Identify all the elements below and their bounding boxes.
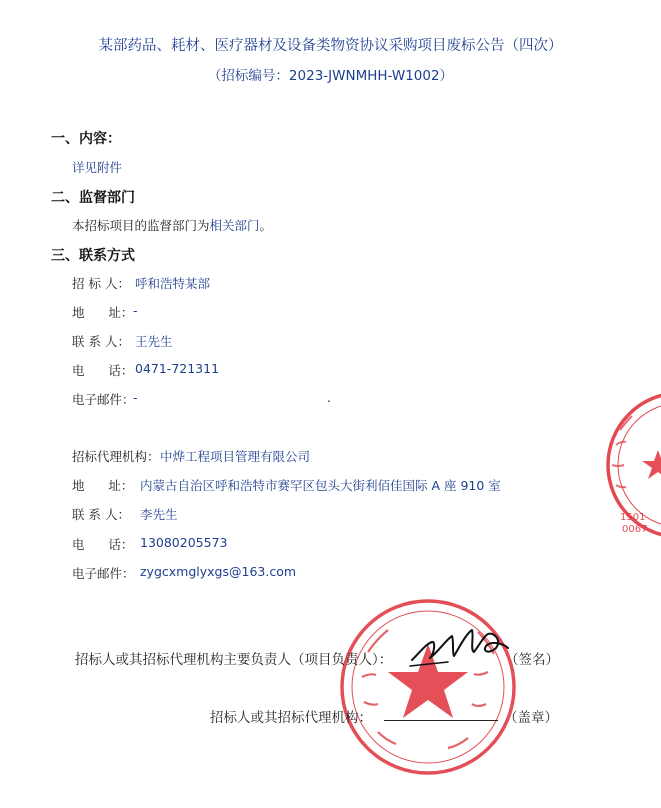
tenderer-name-label: 招 标 人： xyxy=(72,276,130,291)
supervise-text xyxy=(72,216,272,234)
seal-right-digits-2: 0067 xyxy=(622,524,648,535)
seal-line-agency-prefix: 招标人或其招标代理机构： xyxy=(210,710,372,726)
signature-line-principal-suffix: （签名） xyxy=(505,652,559,668)
tenderer-email-dot: . xyxy=(327,390,331,405)
agency-phone-label: 电 话： xyxy=(72,537,134,552)
tenderer-phone-label: 电 话： xyxy=(72,363,134,378)
agency-email-label: 电子邮件： xyxy=(72,566,135,581)
tender-number: （招标编号：2023-JWNMHH-W1002） xyxy=(207,68,454,84)
tenderer-contact-label: 联 系 人： xyxy=(72,334,130,349)
tenderer-contact-value: 王先生 xyxy=(135,334,173,349)
official-seal-right xyxy=(590,390,661,550)
handwritten-signature xyxy=(408,622,513,672)
supervise-text-suffix: 。 xyxy=(259,218,273,233)
tenderer-address-label: 地 址： xyxy=(72,305,134,320)
seal-line-agency-suffix: （盖章） xyxy=(504,710,558,726)
content-text: 详见附件 xyxy=(72,160,123,175)
tenderer-address-value: - xyxy=(133,303,138,318)
tenderer-name-value: 呼和浩特某部 xyxy=(135,276,211,291)
supervise-department: 相关部门 xyxy=(209,218,260,233)
agency-address-value: 内蒙古自治区呼和浩特市赛罕区包头大街利佰佳国际 A 座 910 室 xyxy=(140,478,501,493)
signature-line-principal xyxy=(75,648,392,668)
section-contact-heading: 三、联系方式 xyxy=(51,248,135,264)
agency-contact-value: 李先生 xyxy=(140,507,178,522)
tenderer-phone-value: 0471-721311 xyxy=(135,361,220,376)
signature-line-principal-prefix: 招标人或其招标代理机构主要负责人（项目负责人）： xyxy=(75,652,393,668)
seal-right-digits: 1501 xyxy=(620,512,646,523)
agency-address-label: 地 址： xyxy=(72,478,134,493)
agency-contact-label: 联 系 人： xyxy=(72,507,130,522)
section-supervise-heading: 二、监督部门 xyxy=(51,190,135,206)
seal-blank-line xyxy=(384,720,498,721)
agency-name-label: 招标代理机构： xyxy=(72,449,160,464)
document-title: 某部药品、耗材、医疗器材及设备类物资协议采购项目废标公告（四次） xyxy=(98,38,563,54)
tenderer-email-value: - xyxy=(133,390,138,405)
agency-name-value: 中烨工程项目管理有限公司 xyxy=(160,449,311,464)
tenderer-email-label: 电子邮件： xyxy=(72,392,135,407)
agency-email-value: zygcxmglyxgs@163.com xyxy=(140,564,297,579)
agency-phone-value: 13080205573 xyxy=(140,535,228,550)
official-seal-center xyxy=(338,592,518,782)
section-content-heading: 一、内容： xyxy=(51,131,121,147)
supervise-text-prefix: 本招标项目的监督部门为 xyxy=(72,218,210,233)
